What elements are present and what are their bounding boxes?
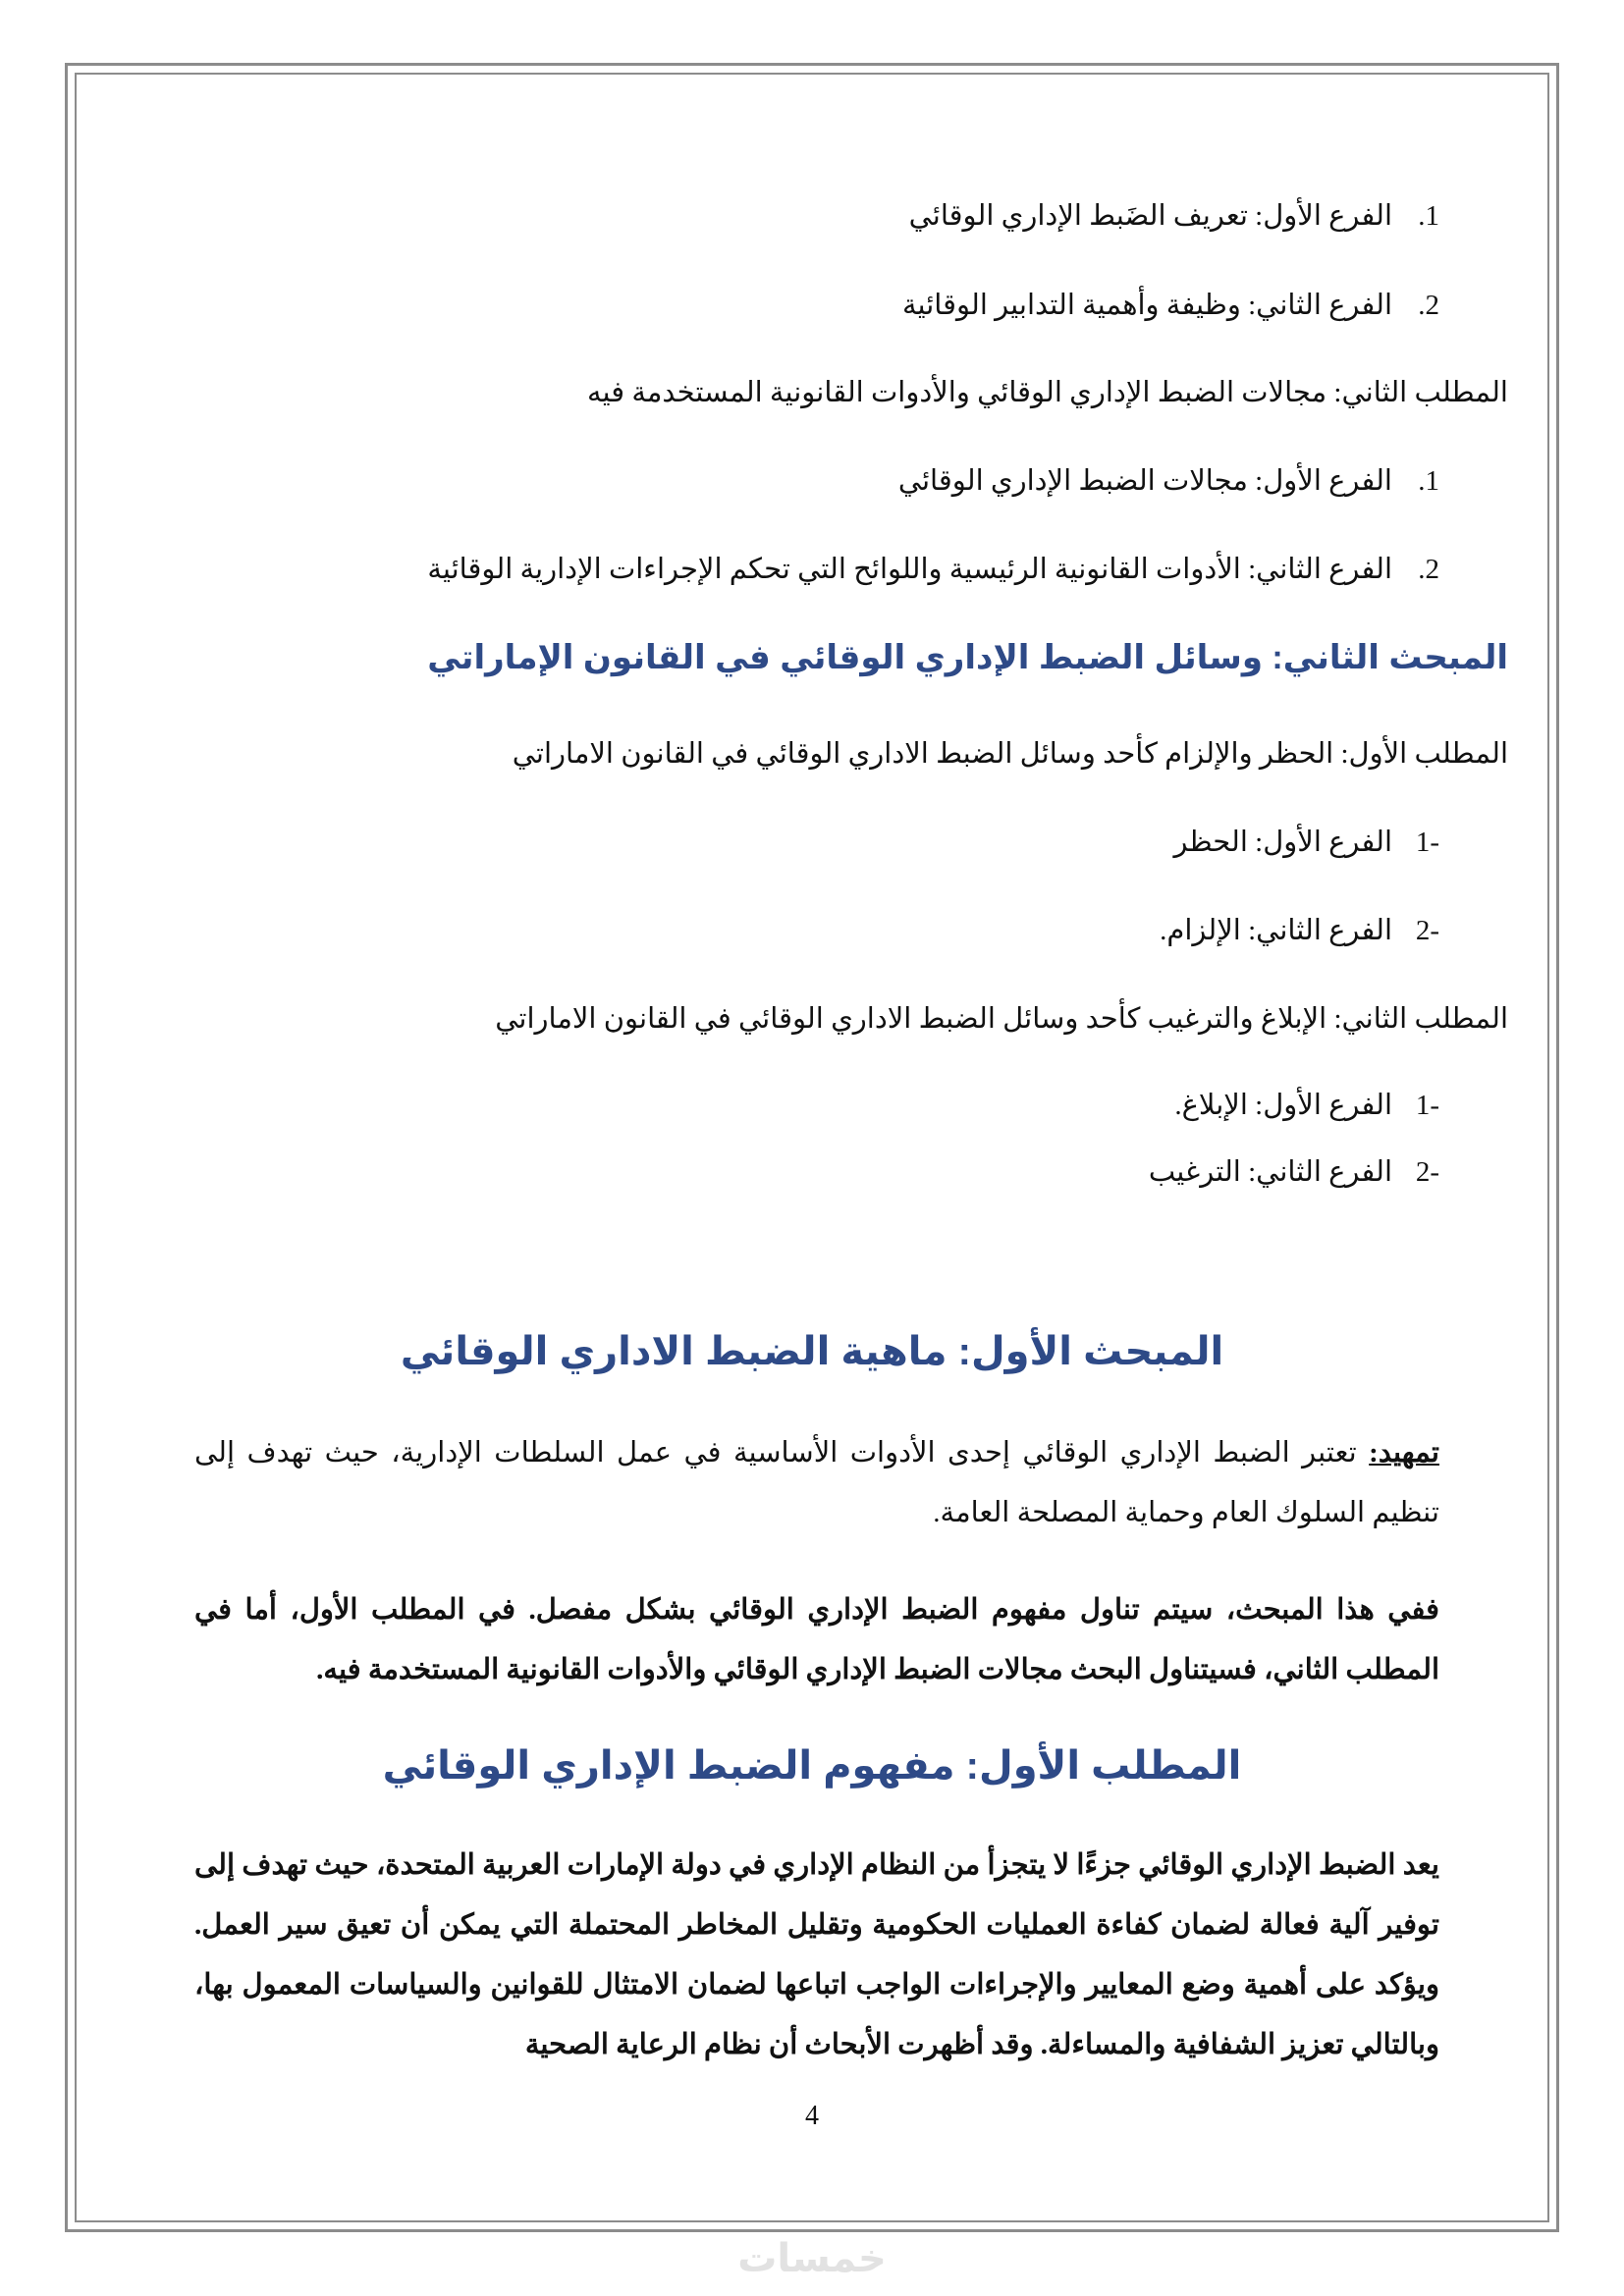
page-number: 4 bbox=[805, 2101, 819, 2131]
toc-item-number: -2 bbox=[1415, 1156, 1439, 1188]
toc-item-text: الفرع الثاني: الإلزام. bbox=[1160, 915, 1392, 946]
toc-item-number: 1. bbox=[1418, 465, 1439, 497]
toc-item-number: 1. bbox=[1418, 200, 1439, 232]
intro-paragraph bbox=[194, 1423, 1439, 1543]
toc-item bbox=[1149, 1152, 1439, 1192]
toc-item bbox=[1174, 1086, 1439, 1125]
body-paragraph: ففي هذا المبحث، سيتم تناول مفهوم الضبط الإداري الوقائي بشكل مفصل. في المطلب الأول، أما في المطلب الثاني، فسيتناول البحث مجالات الضبط الإداري الوقائي والأدوات القانونية المستخدمة فيه. bbox=[194, 1594, 1439, 1685]
toc-item bbox=[898, 461, 1439, 501]
toc-item bbox=[902, 286, 1439, 325]
toc-item-text: الفرع الأول: الحظر bbox=[1173, 827, 1392, 858]
toc-item-text: الفرع الأول: الإبلاغ. bbox=[1174, 1090, 1392, 1121]
toc-item-number: 2. bbox=[1418, 290, 1439, 321]
toc-item bbox=[1174, 823, 1440, 862]
section-heading: المبحث الأول: ماهية الضبط الاداري الوقائي bbox=[400, 1330, 1224, 1373]
toc-item-text: الفرع الثاني: وظيفة وأهمية التدابير الوقائية bbox=[901, 290, 1392, 321]
toc-matlab-heading: المطلب الثاني: مجالات الضبط الإداري الوقائي والأدوات القانونية المستخدمة فيه bbox=[586, 377, 1508, 408]
toc-item bbox=[909, 196, 1439, 236]
subsection-heading: المطلب الأول: مفهوم الضبط الإداري الوقائي bbox=[382, 1744, 1242, 1788]
toc-matlab-heading: المطلب الثاني: الإبلاغ والترغيب كأحد وسائل الضبط الاداري الوقائي في القانون الاماراتي bbox=[495, 1003, 1508, 1035]
toc-item-number: -2 bbox=[1415, 915, 1439, 946]
toc-item-number: -1 bbox=[1415, 1090, 1439, 1121]
toc-item-text: الفرع الثاني: الأدوات القانونية الرئيسية واللوائح التي تحكم الإجراءات الإدارية الوقائية bbox=[427, 554, 1392, 585]
toc-item-text: الفرع الثاني: الترغيب bbox=[1148, 1156, 1392, 1188]
toc-item-text: الفرع الأول: مجالات الضبط الإداري الوقائي bbox=[897, 465, 1392, 497]
toc-matlab-heading: المطلب الأول: الحظر والإلزام كأحد وسائل الضبط الاداري الوقائي في القانون الاماراتي bbox=[512, 738, 1508, 770]
body-paragraph: يعد الضبط الإداري الوقائي جزءًا لا يتجزأ من النظام الإداري في دولة الإمارات العربية المتحدة، حيث تهدف إلى توفير آلية فعالة لضمان كفاءة العمليات الحكومية وتقليل المخاطر المحتملة التي يمكن أن تعيق سير العمل. ويؤكد على أهمية وضع المعايير والإجراءات الواجب اتباعها لضمان الامتثال للقوانين والسياسات المعمول بها، وبالتالي تعزيز الشفافية والمساءلة. وقد أظهرت الأبحاث أن نظام الرعاية الصحية bbox=[194, 1849, 1439, 2060]
intro-text: تعتبر الضبط الإداري الوقائي إحدى الأدوات الأساسية في عمل السلطات الإدارية، حيث تهدف إلى تنظيم السلوك العام وحماية المصلحة العامة. bbox=[194, 1437, 1439, 1528]
toc-mabhath-heading: المبحث الثاني: وسائل الضبط الإداري الوقائي في القانون الإماراتي bbox=[427, 639, 1508, 676]
toc-item-number: 2. bbox=[1418, 554, 1439, 585]
toc-item-text: الفرع الأول: تعريف الضَبط الإداري الوقائي bbox=[908, 200, 1392, 232]
toc-item bbox=[427, 550, 1439, 589]
watermark-logo: خمسات bbox=[737, 2236, 887, 2281]
intro-label: تمهيد: bbox=[1369, 1437, 1439, 1468]
toc-item bbox=[1160, 911, 1439, 950]
toc-item-number: -1 bbox=[1415, 827, 1439, 858]
